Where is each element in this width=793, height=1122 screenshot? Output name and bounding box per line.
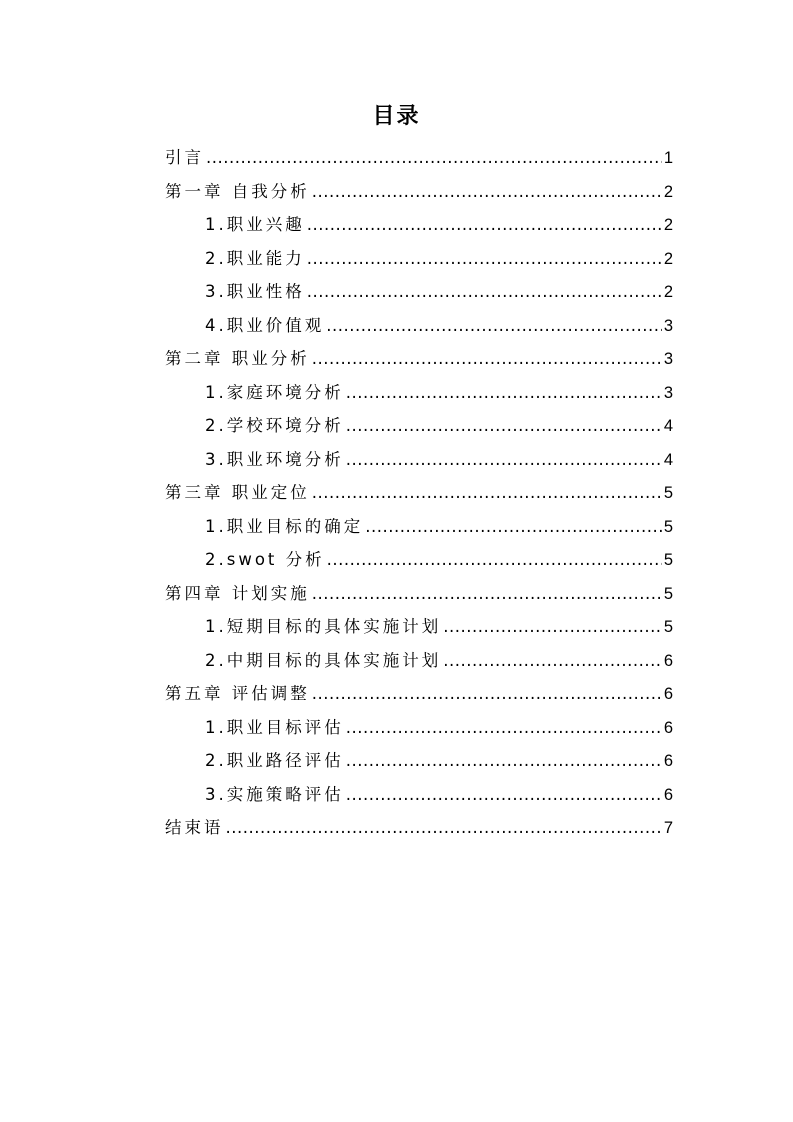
- toc-subentry[interactable]: [165, 376, 673, 410]
- toc-entry-page: 3: [663, 383, 673, 402]
- toc-subentry[interactable]: [165, 510, 673, 544]
- toc-entry[interactable]: [165, 476, 673, 510]
- toc-subentry[interactable]: [165, 543, 673, 577]
- toc-entry-page: 6: [663, 651, 673, 670]
- toc-entry-label: 3.实施策略评估: [205, 784, 344, 804]
- toc-entry-page: 3: [663, 350, 673, 368]
- toc-entry[interactable]: [165, 811, 673, 845]
- dot-leader: [226, 811, 662, 845]
- dot-leader: [326, 309, 662, 343]
- toc-entry-label: 1.职业目标的确定: [205, 516, 364, 536]
- dot-leader: [307, 208, 662, 242]
- toc-subentry[interactable]: [165, 610, 673, 644]
- toc-entry-label: 引言: [165, 148, 204, 167]
- toc-entry-label: 2.职业能力: [205, 248, 305, 268]
- toc-entry[interactable]: [165, 342, 673, 376]
- toc-entry-page: 5: [663, 484, 673, 502]
- toc-entry-label: 3.职业性格: [205, 282, 305, 301]
- toc-entry-page: 6: [663, 685, 673, 703]
- dot-leader: [206, 141, 662, 175]
- dot-leader: [346, 409, 662, 443]
- toc-entry-label: 第四章 计划实施: [165, 583, 310, 603]
- dot-leader: [346, 711, 662, 745]
- toc-entry-page: 5: [663, 618, 673, 636]
- dot-leader: [312, 342, 662, 376]
- toc-subentry[interactable]: [165, 778, 673, 812]
- toc-entry-page: 2: [663, 216, 673, 234]
- toc-subentry[interactable]: [165, 309, 673, 343]
- toc-subentry[interactable]: [165, 409, 673, 443]
- toc-entry-label: 第三章 职业定位: [165, 483, 310, 502]
- dot-leader: [327, 543, 662, 577]
- dot-leader: [307, 242, 662, 276]
- dot-leader: [312, 175, 662, 209]
- toc-entry[interactable]: [165, 577, 673, 611]
- toc-entry-page: 7: [663, 819, 673, 837]
- toc-entry-label: 2.学校环境分析: [205, 416, 344, 435]
- toc-entry-page: 3: [663, 316, 673, 335]
- toc-entry-label: 第一章 自我分析: [165, 181, 310, 201]
- toc-entry-label: 3.职业环境分析: [205, 449, 344, 469]
- toc-subentry[interactable]: [165, 208, 673, 242]
- toc-entry-label: 1.短期目标的具体实施计划: [205, 617, 442, 636]
- dot-leader: [443, 644, 662, 678]
- toc-entry-label: 1.职业目标评估: [205, 717, 344, 737]
- toc-entry-page: 4: [663, 417, 673, 435]
- toc-entry[interactable]: [165, 175, 673, 209]
- toc-entry-label: 2.中期目标的具体实施计划: [205, 650, 442, 670]
- toc-entry[interactable]: [165, 141, 673, 175]
- toc-entry-label: 第五章 评估调整: [165, 684, 310, 703]
- dot-leader: [312, 476, 662, 510]
- toc-entry-label: 第二章 职业分析: [165, 349, 310, 368]
- table-of-contents: [165, 141, 673, 845]
- toc-entry-label: 4.职业价值观: [205, 315, 325, 335]
- dot-leader: [443, 610, 662, 644]
- toc-subentry[interactable]: [165, 242, 673, 276]
- toc-entry-page: 2: [663, 283, 673, 301]
- dot-leader: [346, 778, 662, 812]
- dot-leader: [312, 577, 662, 611]
- toc-entry-page: 5: [663, 584, 673, 603]
- dot-leader: [346, 443, 662, 477]
- dot-leader: [365, 510, 662, 544]
- toc-entry-page: 2: [663, 182, 673, 201]
- toc-entry-page: 4: [663, 450, 673, 469]
- dot-leader: [307, 275, 662, 309]
- toc-entry-page: 6: [663, 718, 673, 737]
- toc-title: 目录: [372, 103, 421, 129]
- toc-entry-page: 5: [663, 551, 673, 569]
- toc-entry-page: 5: [663, 517, 673, 536]
- toc-subentry[interactable]: [165, 443, 673, 477]
- toc-entry-label: 1.家庭环境分析: [205, 382, 344, 402]
- toc-subentry[interactable]: [165, 711, 673, 745]
- toc-subentry[interactable]: [165, 275, 673, 309]
- toc-entry-label: 1.职业兴趣: [205, 215, 305, 234]
- toc-entry[interactable]: [165, 677, 673, 711]
- toc-subentry[interactable]: [165, 744, 673, 778]
- dot-leader: [346, 376, 662, 410]
- toc-subentry[interactable]: [165, 644, 673, 678]
- dot-leader: [312, 677, 662, 711]
- toc-entry-label: 2.swot 分析: [205, 550, 325, 569]
- toc-entry-label: 2.职业路径评估: [205, 751, 344, 770]
- toc-entry-page: 1: [663, 149, 673, 167]
- toc-entry-page: 6: [663, 785, 673, 804]
- toc-entry-label: 结束语: [165, 818, 224, 837]
- dot-leader: [346, 744, 662, 778]
- toc-entry-page: 6: [663, 752, 673, 770]
- toc-entry-page: 2: [663, 249, 673, 268]
